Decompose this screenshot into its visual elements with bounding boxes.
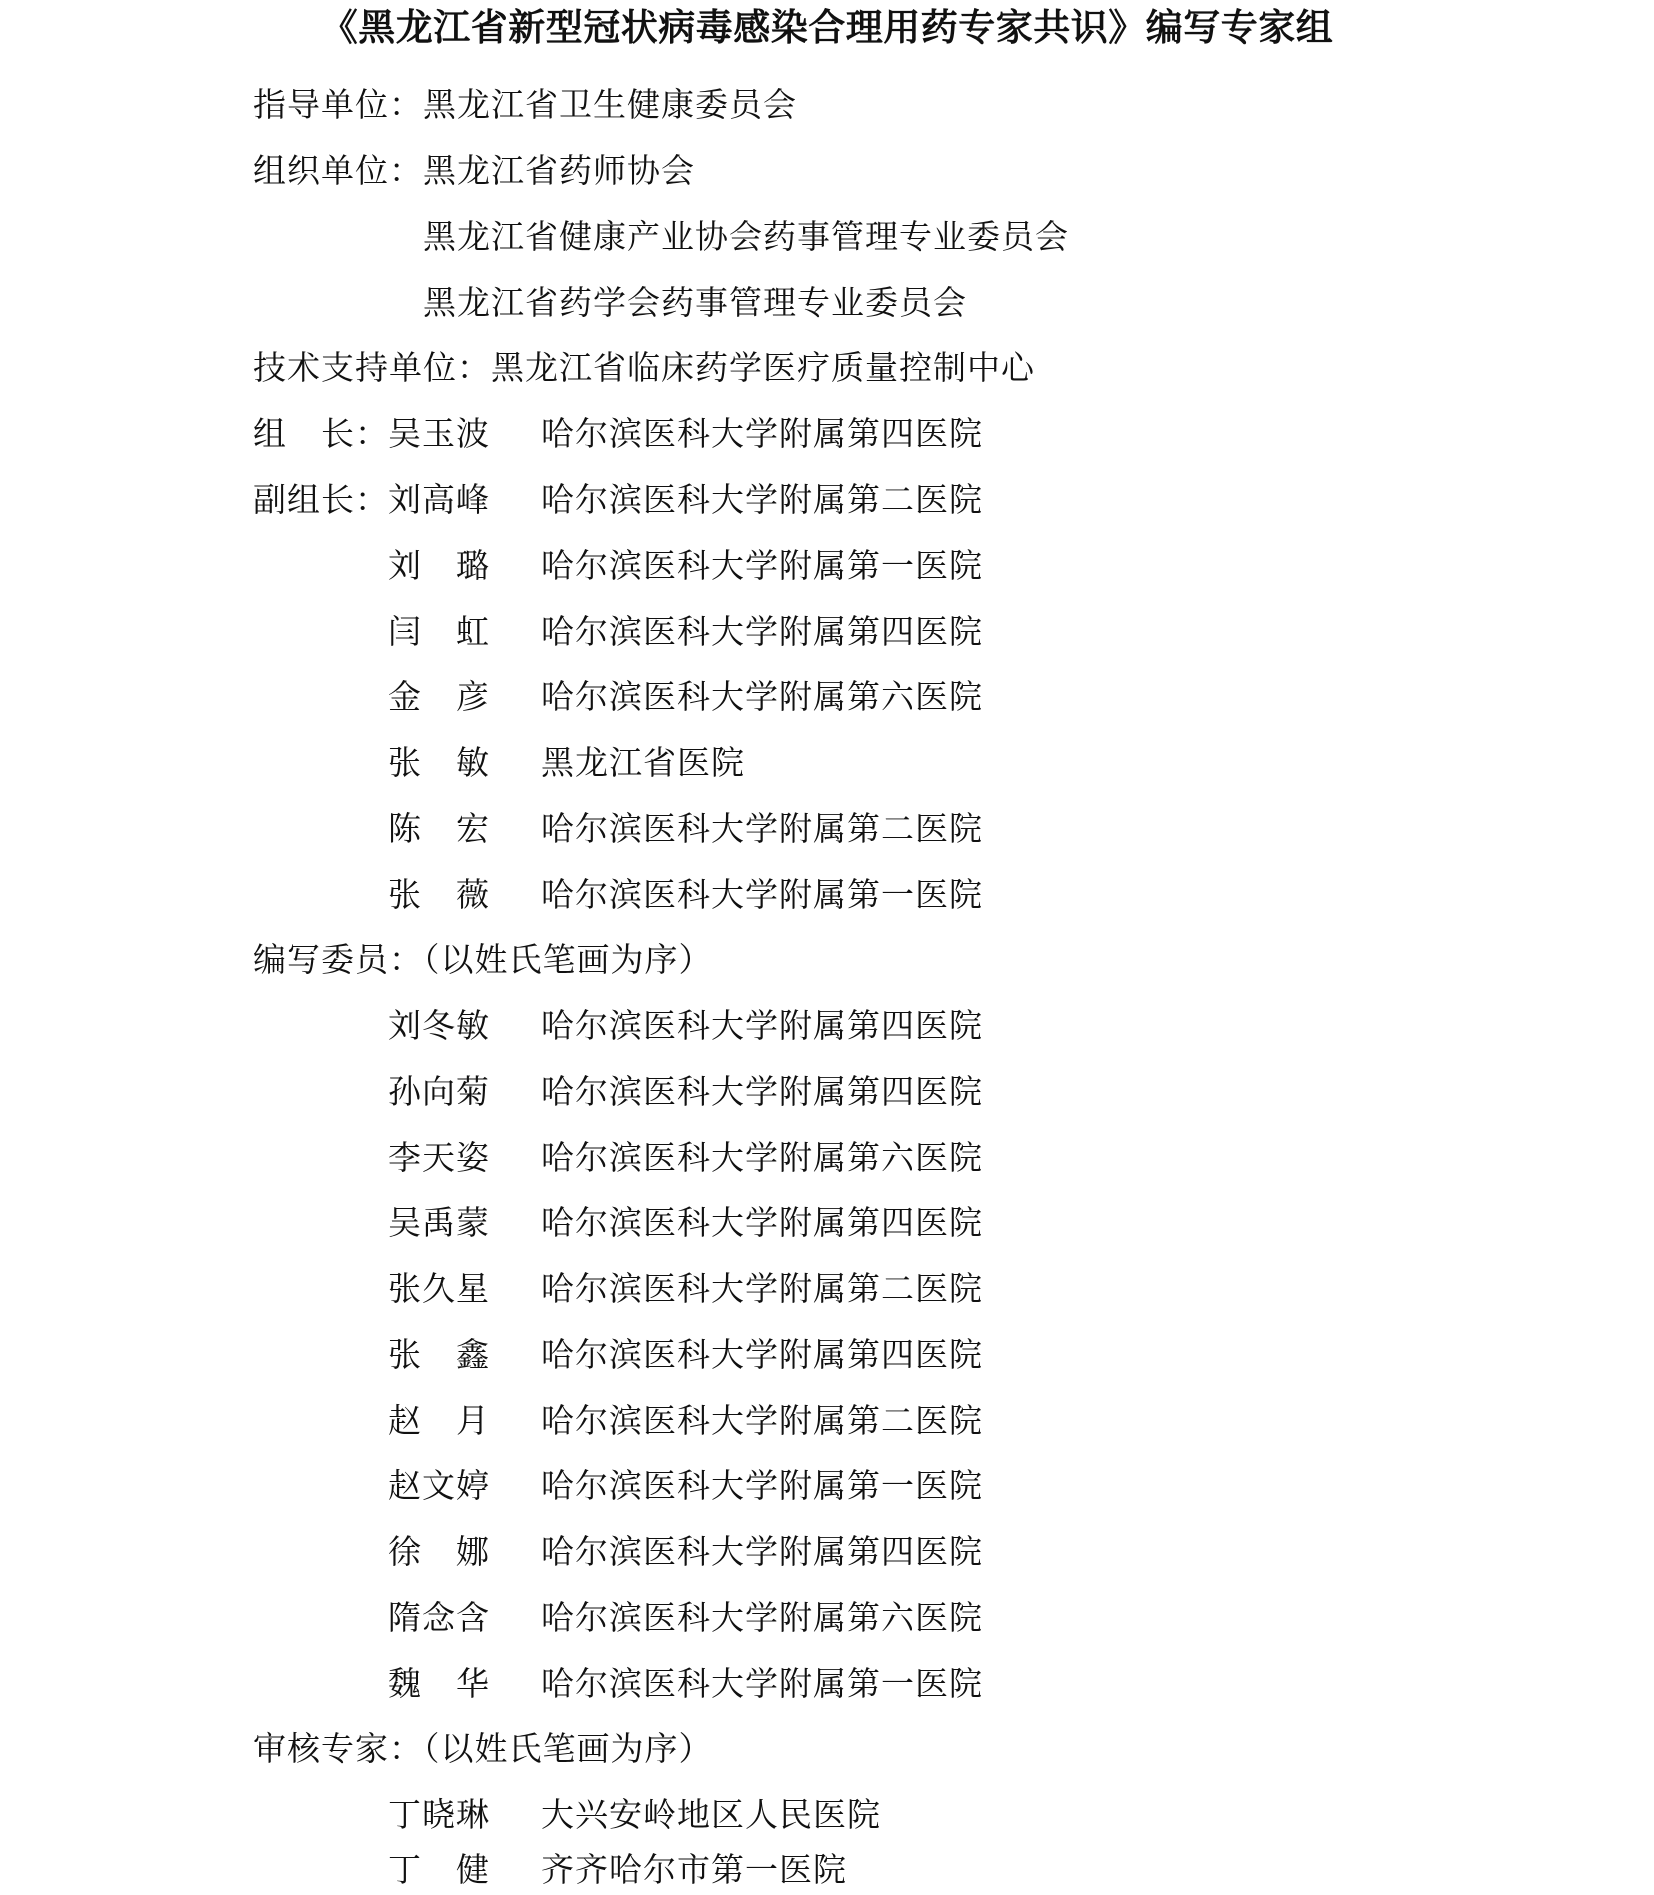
deputy-org: 黑龙江省医院	[541, 743, 745, 782]
writer-name: 刘冬敏	[388, 1006, 490, 1045]
writer-name: 赵文婷	[388, 1466, 490, 1505]
tech-support-row	[253, 346, 1035, 390]
deputy-org: 哈尔滨医科大学附属第一医院	[541, 546, 983, 585]
deputy-name: 闫 虹	[388, 612, 490, 651]
writer-name: 赵 月	[388, 1401, 490, 1440]
tech-support-value: 黑龙江省临床药学医疗质量控制中心	[491, 348, 1035, 387]
writer-org: 哈尔滨医科大学附属第四医院	[541, 1072, 983, 1111]
writer-org: 哈尔滨医科大学附属第六医院	[541, 1138, 983, 1177]
writer-org: 哈尔滨医科大学附属第四医院	[541, 1006, 983, 1045]
deputy-name: 张 敏	[388, 743, 490, 782]
writer-org: 哈尔滨医科大学附属第一医院	[541, 1664, 983, 1703]
writer-name: 孙向菊	[388, 1072, 490, 1111]
reviewer-org: 大兴安岭地区人民医院	[541, 1795, 881, 1834]
leader-org: 哈尔滨医科大学附属第四医院	[541, 414, 983, 453]
reviewer-org: 齐齐哈尔市第一医院	[541, 1850, 847, 1889]
deputy-name: 陈 宏	[388, 809, 490, 848]
writer-org: 哈尔滨医科大学附属第四医院	[541, 1532, 983, 1571]
deputy-name: 刘 璐	[388, 546, 490, 585]
organizer-label: 组织单位：	[253, 151, 423, 190]
leader-name: 吴玉波	[388, 414, 490, 453]
writer-name: 张 鑫	[388, 1335, 490, 1374]
organizer-value: 黑龙江省药学会药事管理专业委员会	[423, 283, 967, 322]
deputy-org: 哈尔滨医科大学附属第二医院	[541, 809, 983, 848]
writer-name: 吴禹蒙	[388, 1203, 490, 1242]
organizer-value: 黑龙江省健康产业协会药事管理专业委员会	[423, 217, 1069, 256]
organizer-row	[253, 149, 695, 193]
reviewers-label: 审核专家：（以姓氏笔画为序）	[253, 1729, 713, 1768]
reviewer-name: 丁晓琳	[388, 1795, 490, 1834]
reviewer-name: 丁 健	[388, 1850, 490, 1889]
writer-org: 哈尔滨医科大学附属第二医院	[541, 1401, 983, 1440]
deputy-org: 哈尔滨医科大学附属第四医院	[541, 612, 983, 651]
writer-name: 张久星	[388, 1269, 490, 1308]
deputy-org: 哈尔滨医科大学附属第六医院	[541, 677, 983, 716]
writer-name: 李天姿	[388, 1138, 490, 1177]
leader-label: 组 长：	[253, 414, 389, 453]
deputy-label: 副组长：	[253, 480, 389, 519]
organizer-value: 黑龙江省药师协会	[423, 151, 695, 190]
writers-label: 编写委员：（以姓氏笔画为序）	[253, 940, 713, 979]
writer-org: 哈尔滨医科大学附属第六医院	[541, 1598, 983, 1637]
deputy-org: 哈尔滨医科大学附属第二医院	[541, 480, 983, 519]
deputy-org: 哈尔滨医科大学附属第一医院	[541, 875, 983, 914]
writer-org: 哈尔滨医科大学附属第四医院	[541, 1203, 983, 1242]
deputy-name: 刘高峰	[388, 480, 490, 519]
deputy-name: 张 薇	[388, 875, 490, 914]
guidance-value: 黑龙江省卫生健康委员会	[423, 85, 797, 124]
guidance-row	[253, 83, 797, 127]
writer-name: 隋念含	[388, 1598, 490, 1637]
writer-org: 哈尔滨医科大学附属第四医院	[541, 1335, 983, 1374]
writer-name: 徐 娜	[388, 1532, 490, 1571]
writer-name: 魏 华	[388, 1664, 490, 1703]
writer-org: 哈尔滨医科大学附属第一医院	[541, 1466, 983, 1505]
deputy-name: 金 彦	[388, 677, 490, 716]
tech-support-label: 技术支持单位：	[253, 348, 491, 387]
document-title: 《黑龙江省新型冠状病毒感染合理用药专家共识》编写专家组	[320, 6, 1334, 49]
writer-org: 哈尔滨医科大学附属第二医院	[541, 1269, 983, 1308]
guidance-label: 指导单位：	[253, 85, 423, 124]
